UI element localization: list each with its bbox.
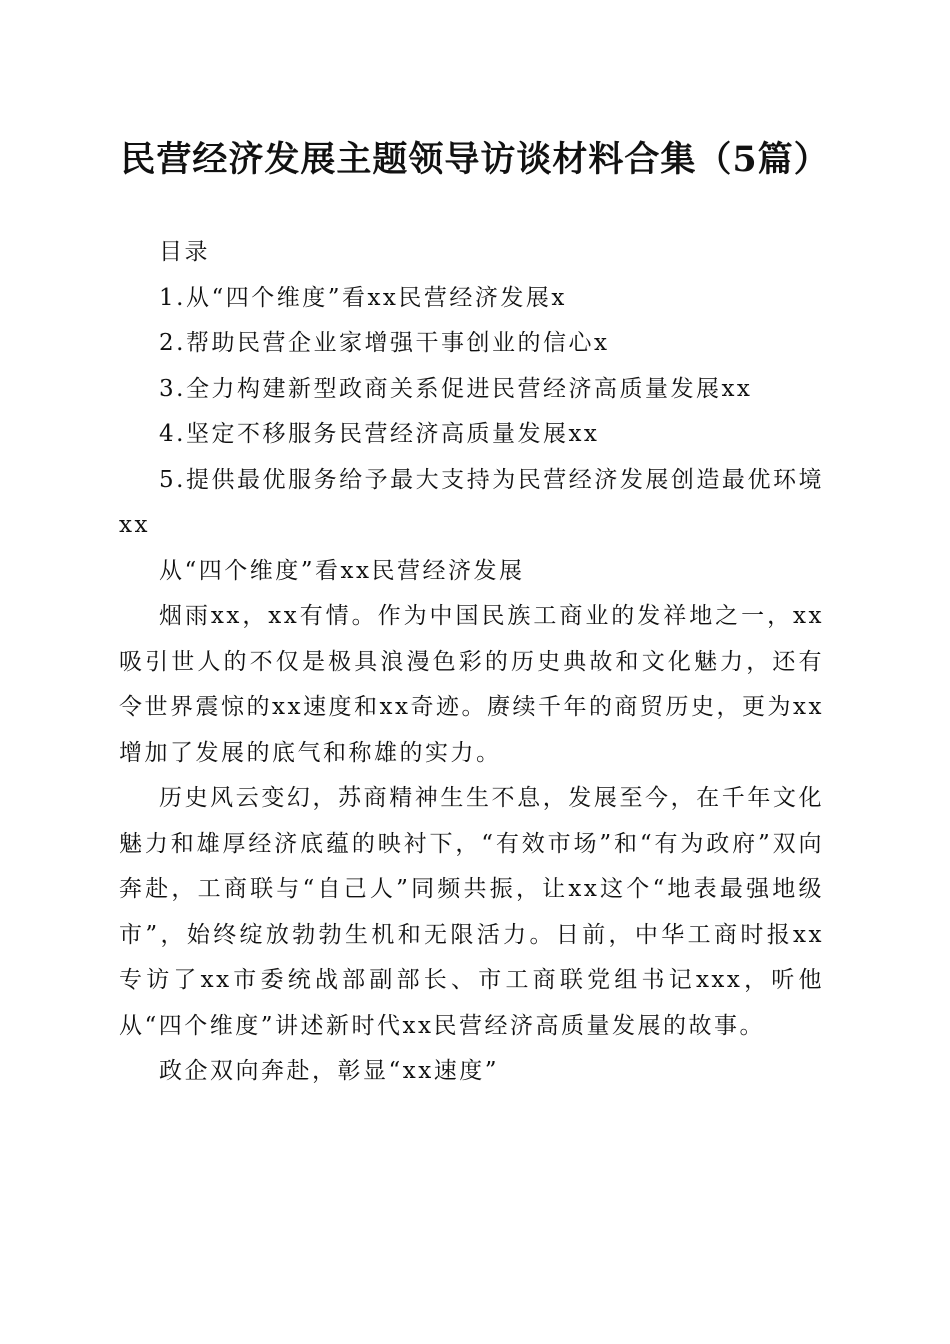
document-title: 民营经济发展主题领导访谈材料合集（5篇） bbox=[120, 139, 830, 180]
toc-item: 4.坚定不移服务民营经济高质量发展xx bbox=[159, 421, 600, 447]
document-body bbox=[119, 230, 824, 1095]
toc-heading: 目录 bbox=[159, 239, 210, 265]
toc-item: 3.全力构建新型政商关系促进民营经济高质量发展xx bbox=[159, 375, 753, 402]
toc-item: 1.从“四个维度”看xx民营经济发展x bbox=[159, 284, 567, 311]
section-subheading: 政企双向奔赴，彰显“xx速度” bbox=[159, 1058, 499, 1084]
article-paragraph: 历史风云变幻，苏商精神生生不息，发展至今，在千年文化魅力和雄厚经济底蕴的映衬下，“有效市场”和“有为政府”双向奔赴，工商联与“自己人”同频共振，让xx这个“地表最强地级市”，始终绽放勃勃生机和无限活力。日前，中华工商时报xx专访了xx市委统战部副部长、市工商联党组书记xxx，听他从“四个维度”讲述新时代xx民营经济高质量发展的故事。 bbox=[119, 785, 824, 1039]
toc-item: 2.帮助民营企业家增强干事创业的信心x bbox=[159, 330, 610, 356]
toc-item: 5.提供最优服务给予最大支持为民营经济发展创造最优环境xx bbox=[119, 466, 824, 538]
article-paragraph: 烟雨xx，xx有情。作为中国民族工商业的发祥地之一，xx吸引世人的不仅是极具浪漫色彩的历史典故和文化魅力，还有令世界震惊的xx速度和xx奇迹。赓续千年的商贸历史，更为xx增加了发展的底气和称雄的实力。 bbox=[119, 603, 824, 766]
article-heading: 从“四个维度”看xx民营经济发展 bbox=[159, 557, 525, 584]
